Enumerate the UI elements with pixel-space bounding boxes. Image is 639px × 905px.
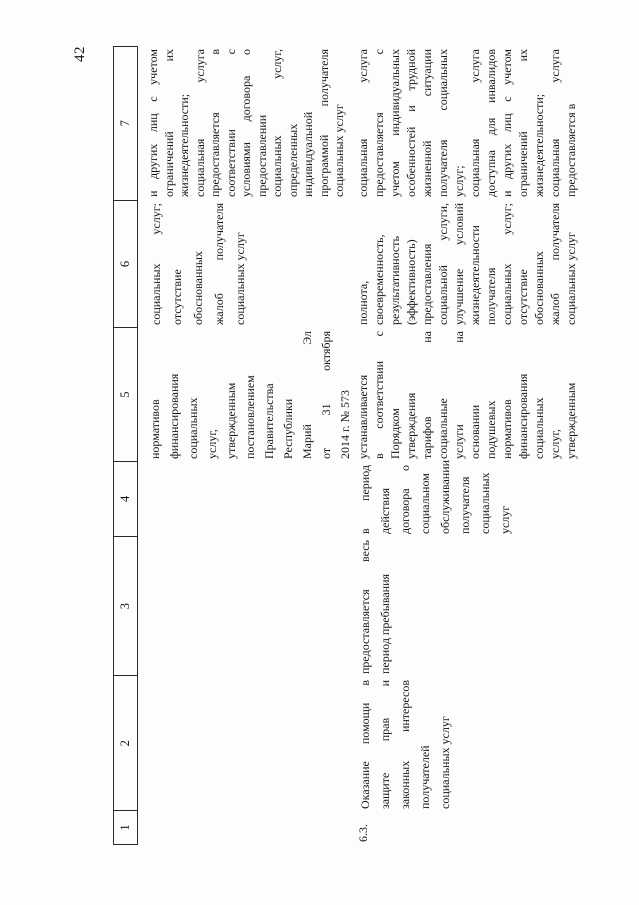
text-line: услуг [498, 505, 512, 534]
text-line: жалоб получателя [548, 203, 562, 325]
text-line: жизнедеятельности; [177, 93, 191, 197]
text-line: предоставлении [254, 114, 269, 197]
text-line: индивидуальной [301, 111, 315, 197]
text-line: социальных услуг [438, 716, 452, 809]
text-line: утвержденным [224, 382, 238, 459]
text-line: определенных [285, 123, 300, 197]
text-line: соответствии с [223, 49, 238, 197]
text-line: Порядком [388, 408, 402, 459]
text-line: обслуживании [438, 459, 452, 534]
text-line: Республики [281, 398, 295, 459]
text-line: социальных услуг [332, 104, 346, 197]
text-line: своевременность, [372, 234, 386, 325]
text-line: Марий Эл [300, 331, 314, 459]
text-line: социальных [532, 397, 546, 459]
text-line: жизненной ситуации [420, 49, 434, 197]
text-line: подушевых [484, 400, 498, 459]
text-line: нормативов [500, 399, 514, 459]
text-line: утверждения [404, 392, 418, 459]
text-line: постановлением [243, 375, 257, 459]
cell-r1-c1 [138, 812, 352, 845]
text-line: особенностей и трудной [404, 49, 418, 197]
text-line: в период [358, 465, 372, 534]
text-line: от 31 октября [319, 331, 333, 459]
header-cell-col6: 6 [114, 201, 137, 329]
text-line: получателя [458, 476, 472, 534]
text-line: финансирования [167, 373, 181, 459]
text-line: отсутствие [516, 269, 530, 325]
service-standards-table [113, 46, 579, 845]
text-line: жизнедеятельности [468, 225, 482, 325]
text-line: утвержденным [564, 382, 578, 459]
text-line: финансирования [516, 373, 530, 459]
table-row-6-3 [352, 46, 579, 845]
text-line: социальном [418, 473, 432, 534]
cell-r1-c2 [138, 677, 352, 812]
header-cell-col4: 4 [114, 462, 137, 537]
cell-r1-c3 [138, 537, 352, 677]
header-cell-col2: 2 [114, 676, 137, 811]
text-line: социальная услуга [468, 49, 482, 197]
text-line: социальных [478, 472, 492, 534]
text-line: результативность [388, 236, 402, 325]
text-line: программой получателя [316, 49, 331, 197]
text-line: обоснованных [532, 251, 546, 325]
header-cell-col5: 5 [114, 328, 137, 462]
text-line: получателя социальных [436, 49, 450, 197]
text-line: социальных [186, 397, 200, 459]
text-line: услуг; [452, 165, 466, 197]
text-line: предоставляется в [208, 49, 222, 197]
text-line: получателей [418, 745, 432, 809]
text-line: обоснованных [191, 251, 205, 325]
cell-r1-c7 [138, 46, 352, 200]
text-line: устанавливается [356, 374, 370, 459]
text-line: социальных услуг; [149, 203, 163, 325]
text-line: социальных услуг, [270, 49, 284, 197]
text-line: учетом индивидуальных [388, 49, 402, 197]
cell-r1-c5 [138, 328, 352, 462]
text-line: услуг, [205, 429, 219, 459]
cell-r2-c7 [352, 46, 579, 200]
header-cell-col7: 7 [114, 47, 137, 201]
text-line: социальные [436, 398, 450, 459]
text-line: ограничений их [516, 49, 530, 197]
text-line: социальных услуг; [500, 203, 514, 325]
page-number: 42 [72, 46, 88, 62]
text-line: условиями договора о [239, 49, 253, 197]
text-line: ограничений их [161, 49, 176, 197]
text-line: 2014 г. № 573 [338, 389, 352, 459]
text-line: Правительства [262, 383, 276, 459]
text-line: Оказание помощи в [358, 680, 372, 809]
text-line: предоставляется с [372, 49, 386, 197]
text-line: тарифов на [420, 331, 434, 459]
text-line: и других лиц с учетом [146, 49, 160, 197]
cell-r2-c4 [352, 459, 579, 537]
cell-r2-c5 [352, 328, 579, 462]
text-line: социальных услуг [233, 232, 247, 325]
text-line: предоставляется весь [358, 540, 372, 674]
text-line: получателя [484, 267, 498, 325]
cell-r2-c2-service-name [352, 677, 579, 812]
text-line: жалоб получателя [212, 203, 226, 325]
text-line: законных интересов [398, 680, 412, 809]
text-line: действия [378, 487, 392, 534]
text-line: защите прав и [378, 680, 392, 809]
text-line: услуг, [548, 429, 562, 459]
text-line: социальная услуга [192, 49, 207, 197]
text-line: (эффективность) [404, 239, 418, 325]
text-line: основании [468, 404, 482, 459]
text-line: социальных услуг [564, 232, 578, 325]
header-cell-col1: 1 [118, 824, 132, 831]
text-line: жизнедеятельности; [532, 93, 546, 197]
text-line: улучшение условий [452, 203, 466, 325]
table-row-continued [138, 46, 352, 845]
text-line: социальная услуга [356, 49, 370, 197]
text-line: в соответствии с [372, 331, 386, 459]
text-line: договора о [398, 465, 412, 534]
text-line: социальной услуги, [436, 203, 450, 325]
text-line: предоставления [420, 243, 434, 325]
header-cell-col3: 3 [114, 537, 137, 677]
cell-r2-c3 [352, 537, 579, 677]
cell-r2-c6 [352, 200, 579, 328]
text-line: период пребывания [378, 573, 392, 674]
text-line: отсутствие [170, 269, 184, 325]
text-line: предоставляется в [564, 103, 578, 197]
text-line: доступна для инвалидов [484, 49, 498, 197]
cell-r1-c4 [138, 462, 352, 537]
text-line: нормативов [148, 399, 162, 459]
text-line: социальная услуга [548, 49, 562, 197]
cell-r2-c1-item-number [352, 812, 579, 845]
text-line: полнота, [356, 280, 370, 325]
table-header-row [113, 46, 138, 845]
text-line: и других лиц с учетом [500, 49, 514, 197]
text-line: 6.3. [356, 824, 370, 842]
cell-r1-c6 [138, 200, 352, 328]
text-line: услуги на [452, 331, 466, 459]
